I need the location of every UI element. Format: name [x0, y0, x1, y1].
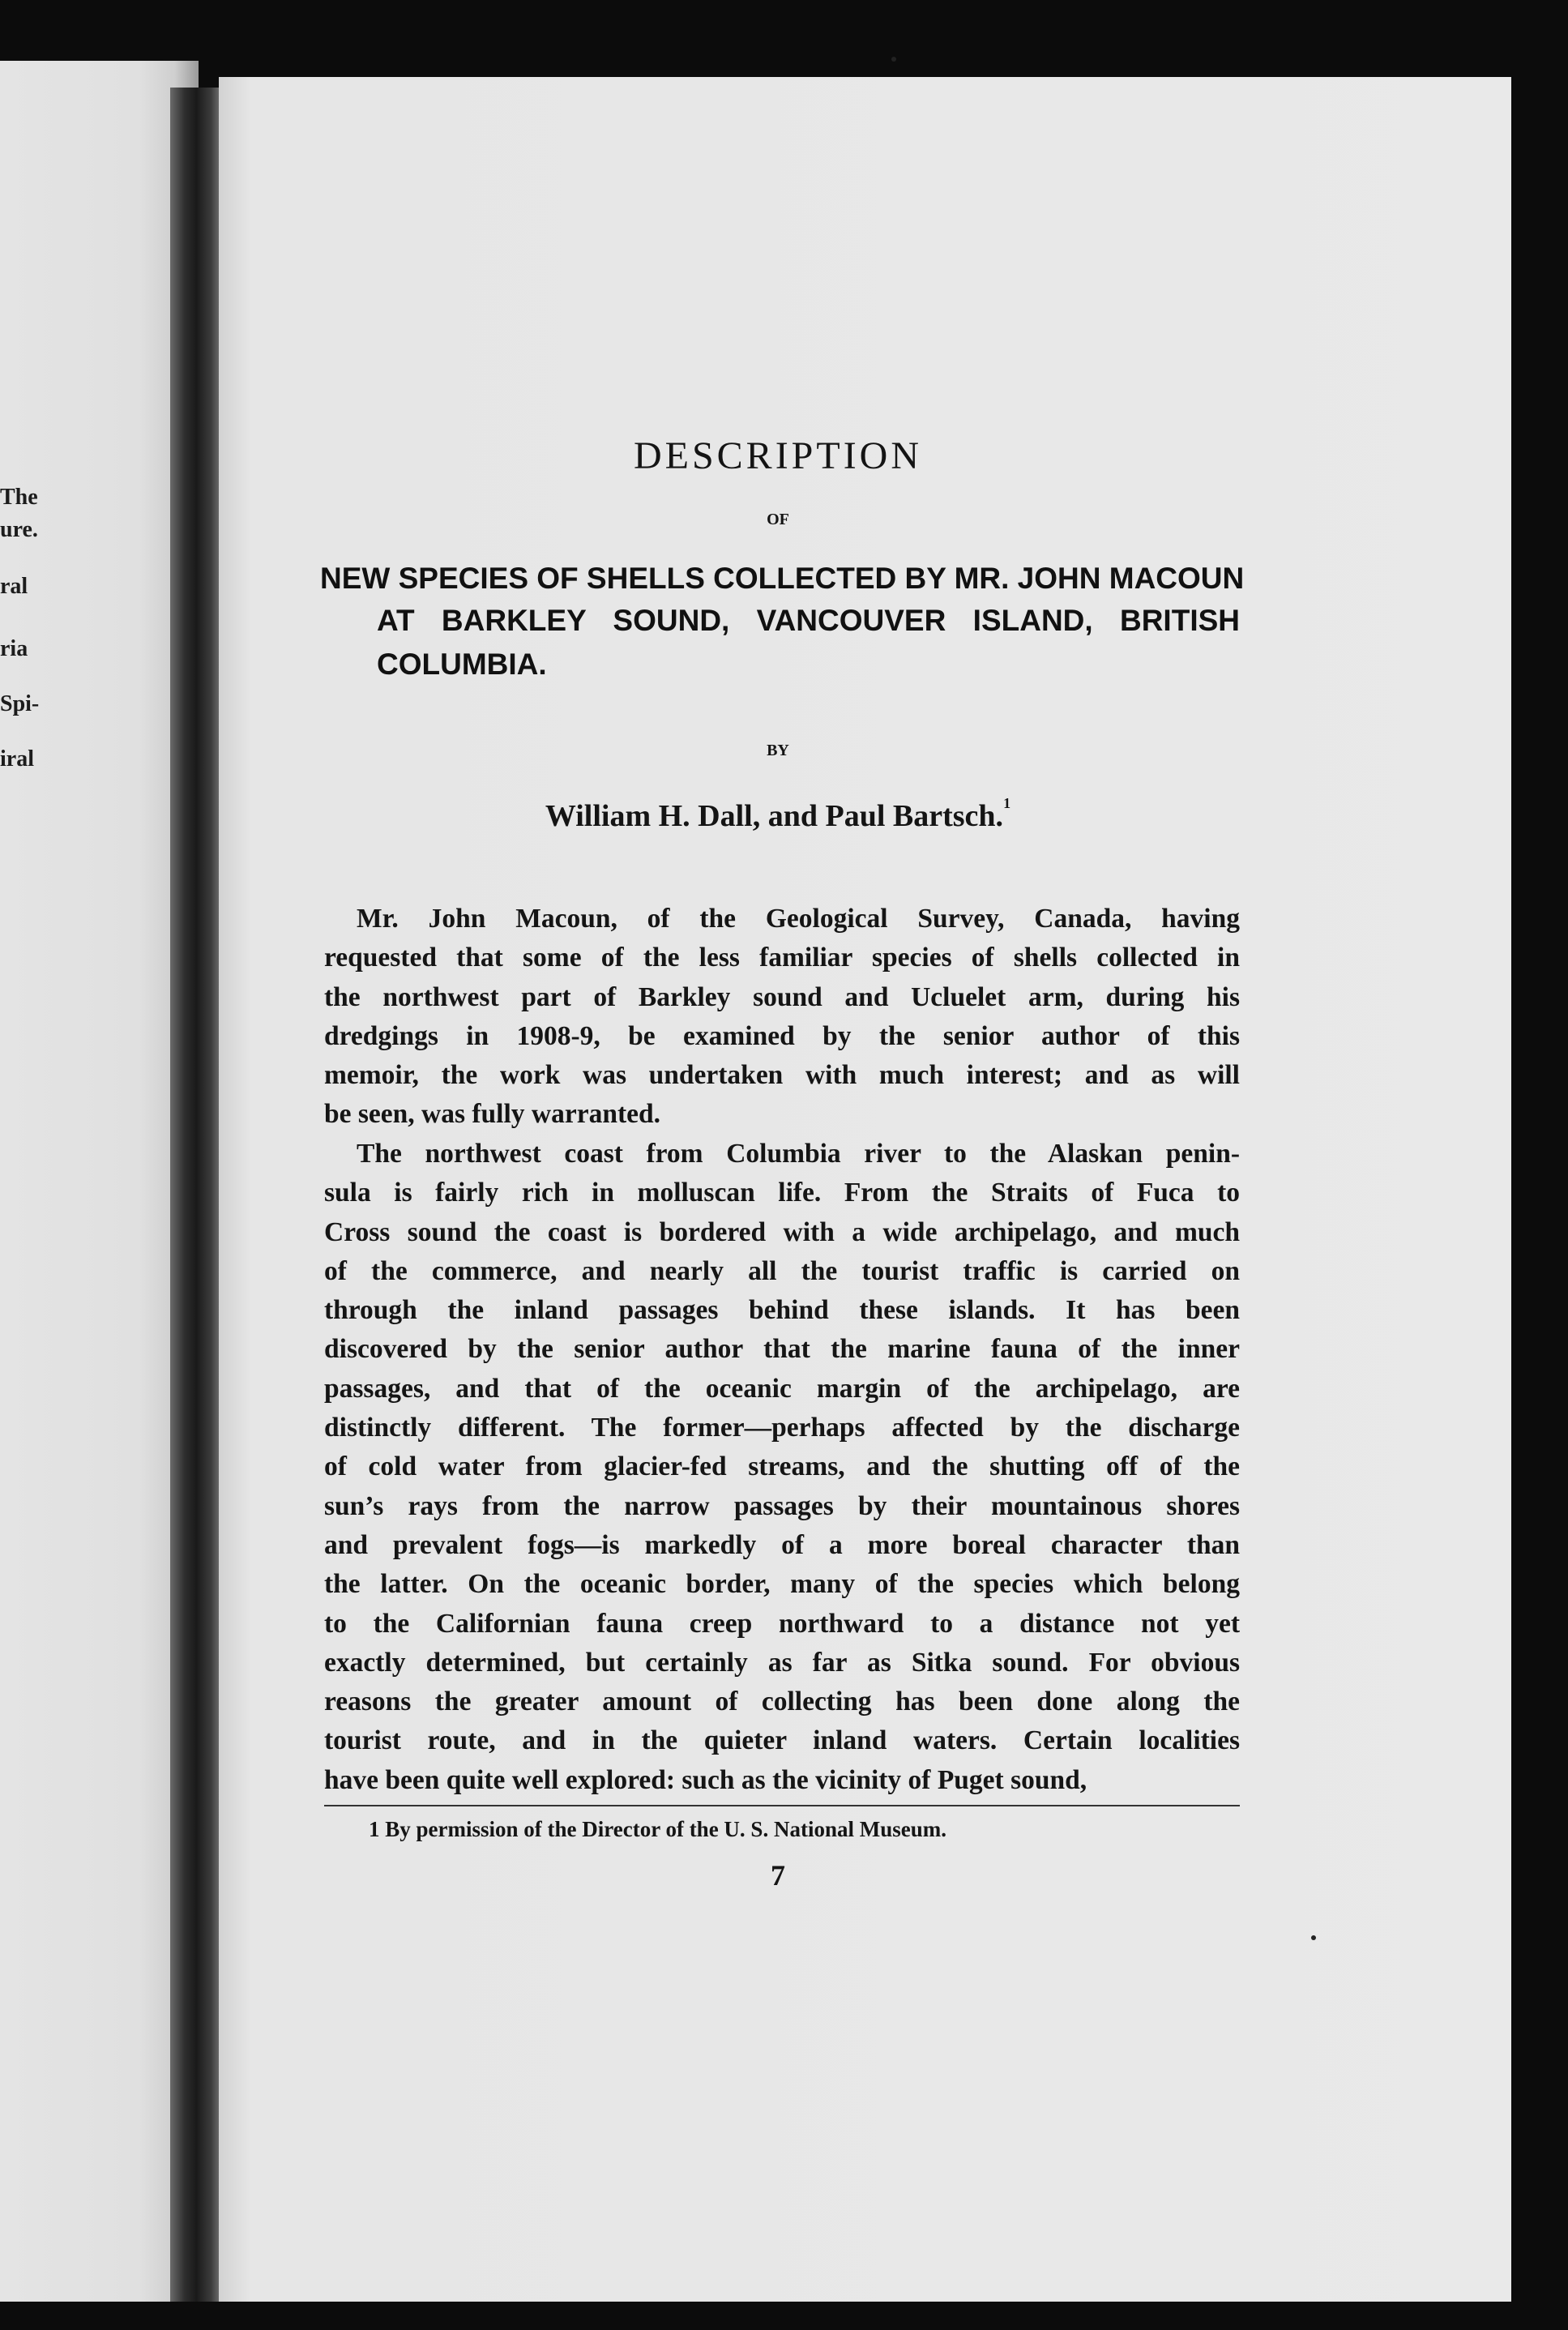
- paragraph-line: of cold water from glacier-fed streams, and the shutting off of the: [324, 1451, 1240, 1482]
- paragraph-line: of the commerce, and nearly all the tourist traffic is carried on: [324, 1255, 1240, 1286]
- author-names: William H. Dall, and Paul Bartsch.: [545, 799, 1004, 833]
- scan-speck: [891, 57, 896, 62]
- paragraph-line: the northwest part of Barkley sound and Ucluelet arm, during his: [324, 981, 1240, 1012]
- paragraph-line: passages, and that of the oceanic margin of the archipelago, are: [324, 1373, 1240, 1404]
- subtitle-line: COLUMBIA.: [377, 648, 547, 681]
- edge-fragment: The: [0, 485, 38, 510]
- paragraph-coast: [324, 1135, 1240, 1800]
- paragraph-line: have been quite well explored: such as the vicinity of Puget sound,: [324, 1764, 1087, 1795]
- edge-fragment: ria: [0, 636, 28, 661]
- paragraph-line: through the inland passages behind these islands. It has been: [324, 1295, 1240, 1326]
- paragraph-line: reasons the greater amount of collecting has been done along the: [324, 1687, 1240, 1717]
- paragraph-line: requested that some of the less familiar species of shells collected in: [324, 943, 1240, 973]
- footnote: 1 By permission of the Director of the U. S. National Museum.: [369, 1817, 946, 1841]
- title-connector: OF: [767, 511, 789, 528]
- paragraph-line: sun’s rays from the narrow passages by their mountainous shores: [324, 1490, 1240, 1521]
- edge-fragment: Spi-: [0, 691, 40, 716]
- paragraph-line: and prevalent fogs—is markedly of a more boreal character than: [324, 1529, 1240, 1560]
- paragraph-line: dredgings in 1908-9, be examined by the senior author of this: [324, 1020, 1240, 1051]
- paragraph-line: Mr. John Macoun, of the Geological Survey, Canada, having: [357, 904, 1240, 934]
- document-title: DESCRIPTION: [633, 434, 923, 477]
- author-line: [373, 795, 1183, 834]
- paragraph-line: the latter. On the oceanic border, many of the species which belong: [324, 1569, 1240, 1600]
- footnote-rule: [324, 1805, 1240, 1806]
- page-number: 7: [771, 1859, 785, 1892]
- paragraph-line: be seen, was fully warranted.: [324, 1099, 661, 1130]
- paragraph-line: exactly determined, but certainly as far as Sitka sound. For obvious: [324, 1647, 1240, 1678]
- byline-label: BY: [767, 742, 789, 759]
- edge-fragment: ral: [0, 574, 28, 599]
- paragraph-intro: [324, 900, 1240, 1135]
- document-page: [219, 77, 1511, 2302]
- scan-speck: [1311, 1935, 1316, 1940]
- paragraph-line: tourist route, and in the quieter inland waters. Certain localities: [324, 1725, 1240, 1756]
- footnote-marker: 1: [1003, 795, 1011, 811]
- paragraph-line: memoir, the work was undertaken with much interest; and as will: [324, 1060, 1240, 1091]
- paragraph-line: The northwest coast from Columbia river to the Alaskan penin-: [357, 1139, 1240, 1169]
- paragraph-line: Cross sound the coast is bordered with a wide archipelago, and much: [324, 1216, 1240, 1247]
- edge-fragment: iral: [0, 746, 34, 772]
- paragraph-line: discovered by the senior author that the marine fauna of the inner: [324, 1334, 1240, 1365]
- paragraph-line: sula is fairly rich in molluscan life. From the Straits of Fuca to: [324, 1178, 1240, 1208]
- paragraph-line: to the Californian fauna creep northward to a distance not yet: [324, 1608, 1240, 1639]
- edge-fragment: ure.: [0, 517, 38, 542]
- subtitle-line: AT BARKLEY SOUND, VANCOUVER ISLAND, BRITISH: [377, 604, 1240, 637]
- paragraph-line: distinctly different. The former—perhaps affected by the discharge: [324, 1413, 1240, 1443]
- left-page-edge: [0, 61, 199, 2302]
- subtitle-line: NEW SPECIES OF SHELLS COLLECTED BY MR. JOHN MACOUN: [320, 562, 1245, 595]
